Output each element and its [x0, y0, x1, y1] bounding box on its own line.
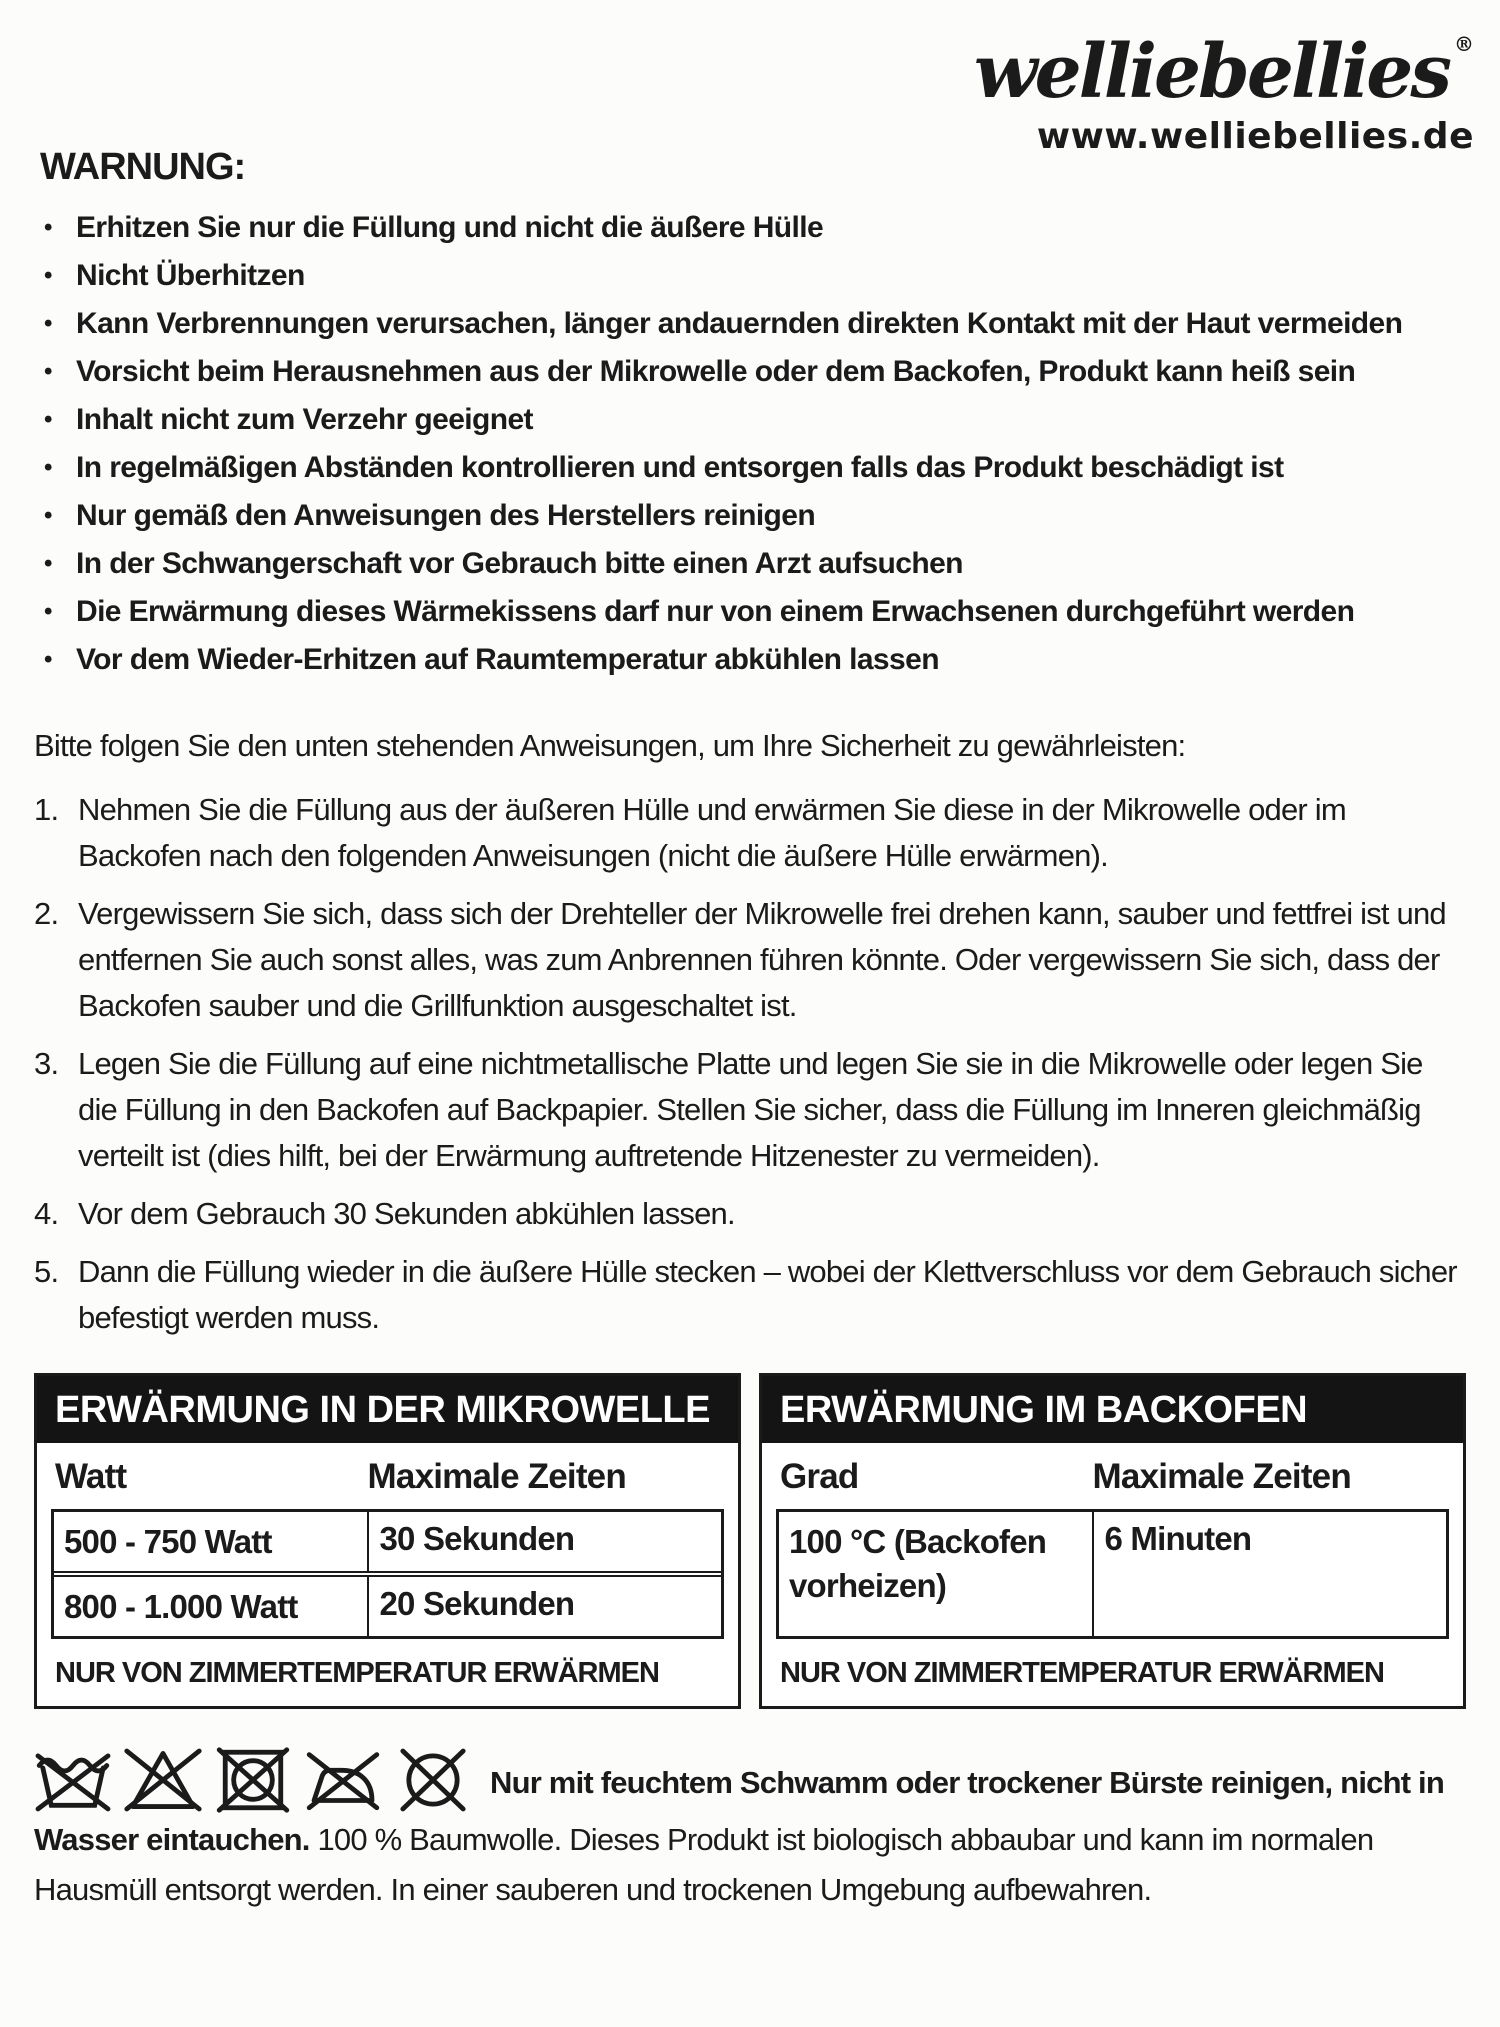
table-row — [54, 1512, 721, 1571]
table-title: ERWÄRMUNG IM BACKOFEN — [762, 1376, 1463, 1443]
instruction-step — [34, 1191, 1466, 1237]
column-header: Grad — [780, 1457, 859, 1496]
table-row — [779, 1512, 1446, 1636]
table-footer-note: NUR VON ZIMMERTEMPERATUR ERWÄRMEN — [780, 1657, 1384, 1689]
table-title: ERWÄRMUNG IN DER MIKROWELLE — [37, 1376, 738, 1443]
table-body — [37, 1443, 738, 1706]
step-number: 5. — [34, 1254, 59, 1289]
warning-bullet: • Erhitzen Sie nur die Füllung und nicht die äußere Hülle — [34, 205, 1466, 251]
step-text: Vor dem Gebrauch 30 Sekunden abkühlen lassen. — [78, 1196, 735, 1231]
column-header: Watt — [55, 1457, 127, 1496]
step-number: 1. — [34, 792, 59, 827]
warning-bullet: • Vorsicht beim Herausnehmen aus der Mikrowelle oder dem Backofen, Produkt kann heiß sein — [34, 349, 1466, 395]
do-not-tumble-dry-icon — [214, 1745, 292, 1815]
step-number: 3. — [34, 1046, 59, 1081]
do-not-bleach-icon — [124, 1745, 202, 1815]
step-text: Nehmen Sie die Füllung aus der äußeren Hülle und erwärmen Sie diese in der Mikrowelle oder im Backofen nach den folgenden Anweisungen (nicht die äußere Hülle erwärmen). — [78, 792, 1346, 873]
step-number: 2. — [34, 896, 59, 931]
warning-bullet: • Nur gemäß den Anweisungen des Herstellers reinigen — [34, 493, 1466, 539]
table-cell: 30 Sekunden — [367, 1512, 721, 1571]
warning-bullet: • In regelmäßigen Abständen kontrollieren und entsorgen falls das Produkt beschädigt ist — [34, 445, 1466, 491]
table-row — [54, 1571, 721, 1636]
table-body — [762, 1443, 1463, 1706]
table-footer-note: NUR VON ZIMMERTEMPERATUR ERWÄRMEN — [55, 1657, 659, 1689]
brand-block — [973, 29, 1474, 157]
warning-bullet: • Vor dem Wieder-Erhitzen auf Raumtemperatur abkühlen lassen — [34, 637, 1466, 683]
do-not-dry-clean-icon — [394, 1745, 472, 1815]
warning-bullet: • Inhalt nicht zum Verzehr geeignet — [34, 397, 1466, 443]
instructions-intro: Bitte folgen Sie den unten stehenden Anweisungen, um Ihre Sicherheit zu gewährleisten: — [34, 728, 1186, 763]
step-text: Vergewissern Sie sich, dass sich der Drehteller der Mikrowelle frei drehen kann, sauber und fettfrei ist und entfernen Sie auch sonst alles, was zum Anbrennen führen könnte. Oder vergewissern Sie sich, dass der Backofen sauber und die Grillfunktion ausgeschaltet ist. — [78, 896, 1446, 1023]
warning-heading: WARNUNG: — [40, 146, 246, 188]
registered-trademark-icon: ® — [1454, 32, 1474, 56]
step-number: 4. — [34, 1196, 59, 1231]
table-cell: 100 °C (Backofen vorheizen) — [789, 1523, 1047, 1604]
instructions-step-list — [34, 787, 1466, 1341]
table-column-headers — [776, 1451, 1449, 1509]
brand-logo — [973, 29, 1474, 115]
table-rows — [776, 1509, 1449, 1639]
care-instructions — [34, 1745, 1466, 1915]
oven-heating-table — [759, 1373, 1466, 1709]
do-not-wash-icon — [34, 1745, 112, 1815]
table-cell: 20 Sekunden — [367, 1577, 721, 1636]
care-bold-text: Nur mit feuchtem Schwamm oder trockener Bürste reinigen, nicht in Wasser eintauchen. — [34, 1765, 1444, 1857]
warning-bullet-list — [34, 205, 1466, 683]
do-not-iron-icon — [304, 1745, 382, 1815]
microwave-heating-table — [34, 1373, 741, 1709]
instruction-step — [34, 891, 1466, 1029]
warning-bullet: • Die Erwärmung dieses Wärmekissens darf nur von einem Erwachsenen durchgeführt werden — [34, 589, 1466, 635]
brand-logo-text: welliebellies — [973, 29, 1449, 115]
table-rows — [51, 1509, 724, 1639]
column-header: Maximale Zeiten — [367, 1457, 626, 1496]
instruction-step — [34, 1041, 1466, 1179]
step-text: Dann die Füllung wieder in die äußere Hülle stecken – wobei der Klettverschluss vor dem Gebrauch sicher befestigt werden muss. — [78, 1254, 1457, 1335]
step-text: Legen Sie die Füllung auf eine nichtmetallische Platte und legen Sie sie in die Mikrowelle oder legen Sie die Füllung in den Backofen auf Backpapier. Stellen Sie sicher, dass die Füllung im Inneren gleichmäßig verteilt ist (dies hilft, bei der Erwärmung auftretende Hitzenester zu vermeiden). — [78, 1046, 1423, 1173]
table-cell: 500 - 750 Watt — [64, 1522, 272, 1560]
table-cell: 6 Minuten — [1092, 1512, 1446, 1636]
care-regular-text: 100 % Baumwolle. Dieses Produkt ist biologisch abbaubar und kann im normalen Hausmüll entsorgt werden. In einer sauberen und trockenen Umgebung aufbewahren. — [34, 1822, 1374, 1907]
instruction-step — [34, 1249, 1466, 1341]
warning-bullet: • Kann Verbrennungen verursachen, länger andauernden direkten Kontakt mit der Haut vermeiden — [34, 301, 1466, 347]
table-cell: 800 - 1.000 Watt — [64, 1587, 298, 1625]
column-header: Maximale Zeiten — [1092, 1457, 1351, 1496]
care-symbol-row — [34, 1745, 472, 1815]
brand-website: www.welliebellies.de — [1036, 116, 1474, 157]
heating-tables — [34, 1373, 1466, 1709]
instruction-step — [34, 787, 1466, 879]
warning-bullet: • Nicht Überhitzen — [34, 253, 1466, 299]
warning-bullet: • In der Schwangerschaft vor Gebrauch bitte einen Arzt aufsuchen — [34, 541, 1466, 587]
table-column-headers — [51, 1451, 724, 1509]
